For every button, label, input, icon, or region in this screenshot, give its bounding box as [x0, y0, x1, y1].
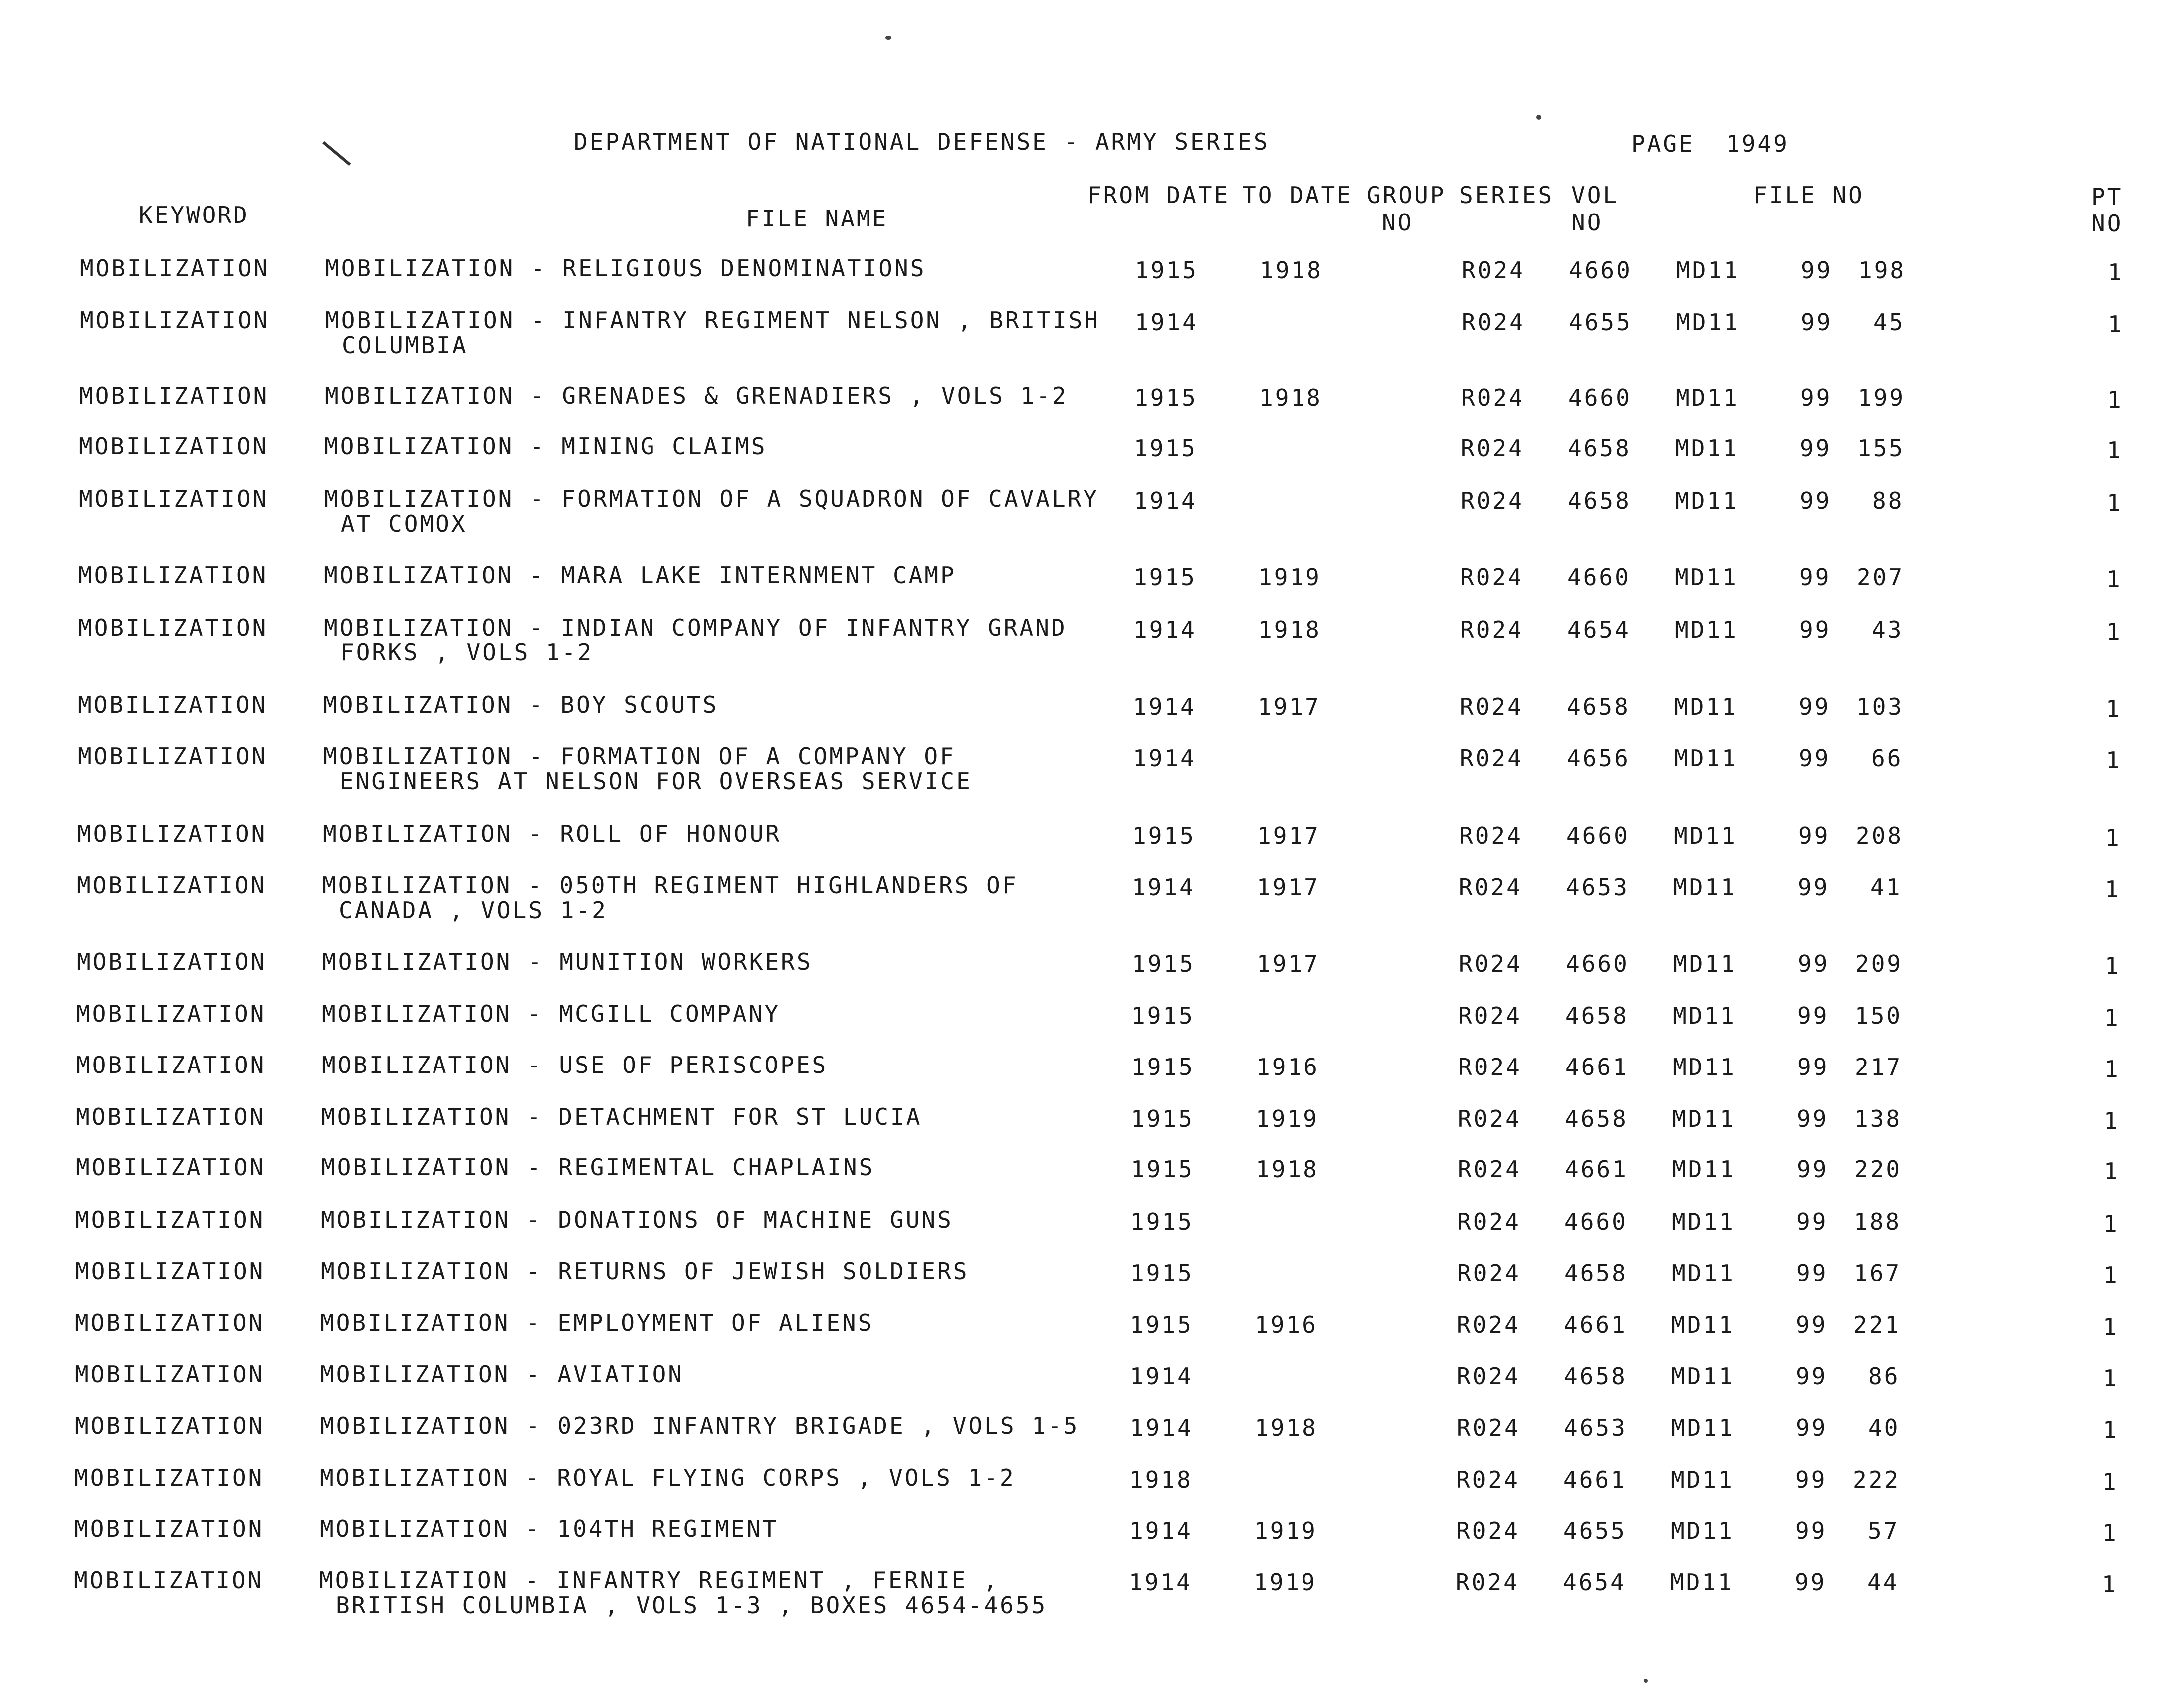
to-date-cell: 1918 — [1259, 384, 1322, 411]
pt-no-cell: 1 — [2106, 695, 2122, 722]
file-no-b-cell: 188 — [1854, 1208, 1902, 1235]
keyword-cell: MOBILIZATION — [79, 433, 269, 460]
vol-cell: 4660 — [1564, 1208, 1628, 1235]
from-date-cell: 1915 — [1130, 1208, 1194, 1235]
to-date-cell: 1918 — [1260, 257, 1323, 284]
file-no-b-cell: 43 — [1872, 616, 1904, 643]
from-date-cell: 1915 — [1130, 1311, 1193, 1338]
file-no-b-cell: 167 — [1854, 1260, 1902, 1286]
district-cell: MD11 — [1675, 487, 1738, 514]
from-date-cell: 1915 — [1131, 1002, 1195, 1029]
pt-no-cell: 1 — [2105, 824, 2121, 851]
pt-no-cell: 1 — [2107, 386, 2123, 413]
series-cell: R024 — [1462, 257, 1525, 284]
file-no-b-cell: 138 — [1854, 1105, 1902, 1132]
file-no-b-cell: 222 — [1853, 1466, 1901, 1493]
vol-cell: 4658 — [1568, 435, 1631, 462]
col-header-vol: VOL — [1571, 182, 1619, 209]
district-cell: MD11 — [1671, 1363, 1735, 1390]
file-name-continuation: AT COMOX — [341, 510, 467, 537]
keyword-cell: MOBILIZATION — [76, 1103, 266, 1130]
series-cell: R024 — [1459, 874, 1522, 901]
file-no-b-cell: 217 — [1855, 1054, 1903, 1080]
vol-cell: 4655 — [1563, 1517, 1627, 1544]
file-no-b-cell: 207 — [1857, 564, 1905, 591]
col-header-pt-no: NO — [2091, 210, 2123, 237]
district-cell: MD11 — [1675, 616, 1738, 643]
file-name-cell: MOBILIZATION - FORMATION OF A COMPANY OF — [323, 743, 956, 770]
from-date-cell: 1914 — [1132, 874, 1195, 901]
district-cell: MD11 — [1674, 745, 1737, 772]
file-name-cell: MOBILIZATION - REGIMENTAL CHAPLAINS — [321, 1154, 875, 1181]
pt-no-cell: 1 — [2102, 1519, 2118, 1546]
from-date-cell: 1914 — [1133, 616, 1197, 643]
col-header-group-no: NO — [1382, 209, 1414, 236]
keyword-cell: MOBILIZATION — [76, 1154, 266, 1181]
file-no-b-cell: 57 — [1868, 1517, 1900, 1544]
file-no-b-cell: 209 — [1855, 950, 1903, 977]
file-no-a-cell: 99 — [1797, 1054, 1829, 1080]
file-name-cell: MOBILIZATION - ROLL OF HONOUR — [323, 820, 782, 847]
series-cell: R024 — [1460, 745, 1523, 772]
file-name-cell: MOBILIZATION - 050TH REGIMENT HIGHLANDERS OF — [322, 872, 1018, 899]
district-cell: MD11 — [1672, 1260, 1735, 1286]
series-cell: R024 — [1461, 435, 1524, 462]
file-no-b-cell: 220 — [1854, 1156, 1902, 1183]
district-cell: MD11 — [1671, 1414, 1735, 1441]
district-cell: MD11 — [1671, 1466, 1734, 1493]
from-date-cell: 1915 — [1134, 384, 1198, 411]
pt-no-cell: 1 — [2103, 1313, 2119, 1340]
district-cell: MD11 — [1675, 564, 1738, 591]
pt-no-cell: 1 — [2105, 952, 2121, 979]
file-no-b-cell: 45 — [1873, 309, 1905, 336]
vol-cell: 4661 — [1565, 1054, 1629, 1080]
file-no-b-cell: 86 — [1868, 1363, 1900, 1390]
from-date-cell: 1914 — [1133, 745, 1196, 772]
keyword-cell: MOBILIZATION — [75, 1258, 265, 1284]
vol-cell: 4658 — [1568, 487, 1631, 514]
vol-cell: 4658 — [1567, 693, 1630, 720]
to-date-cell: 1917 — [1257, 822, 1320, 849]
pt-no-cell: 1 — [2107, 437, 2123, 464]
series-cell: R024 — [1456, 1569, 1519, 1596]
series-cell: R024 — [1460, 564, 1523, 591]
series-cell: R024 — [1456, 1517, 1520, 1544]
file-name-cell: MOBILIZATION - BOY SCOUTS — [323, 691, 719, 718]
pt-no-cell: 1 — [2103, 1210, 2119, 1237]
pt-no-cell: 1 — [2103, 1365, 2119, 1392]
scan-speck — [1644, 1679, 1648, 1683]
vol-cell: 4654 — [1563, 1569, 1626, 1596]
file-name-cell: MOBILIZATION - DETACHMENT FOR ST LUCIA — [321, 1103, 922, 1130]
file-name-cell: MOBILIZATION - FORMATION OF A SQUADRON OF CAVALRY — [324, 485, 1099, 512]
vol-cell: 4658 — [1564, 1260, 1628, 1286]
from-date-cell: 1914 — [1129, 1517, 1193, 1544]
pt-no-cell: 1 — [2106, 618, 2122, 645]
file-name-continuation: FORKS , VOLS 1-2 — [340, 639, 594, 666]
col-header-series: SERIES — [1459, 182, 1554, 209]
col-header-to-date: TO DATE — [1242, 182, 1353, 209]
keyword-cell: MOBILIZATION — [78, 562, 268, 589]
file-no-a-cell: 99 — [1798, 874, 1830, 901]
file-name-cell: MOBILIZATION - MINING CLAIMS — [324, 433, 767, 460]
file-name-cell: MOBILIZATION - EMPLOYMENT OF ALIENS — [320, 1309, 874, 1336]
district-cell: MD11 — [1672, 1105, 1736, 1132]
keyword-cell: MOBILIZATION — [80, 255, 270, 282]
file-name-cell: MOBILIZATION - INFANTRY REGIMENT , FERNIE , — [319, 1567, 999, 1594]
file-name-continuation: ENGINEERS AT NELSON FOR OVERSEAS SERVICE — [340, 768, 972, 795]
file-no-b-cell: 221 — [1853, 1311, 1901, 1338]
keyword-cell: MOBILIZATION — [74, 1567, 264, 1594]
district-cell: MD11 — [1672, 1156, 1736, 1183]
file-no-a-cell: 99 — [1799, 745, 1831, 772]
vol-cell: 4661 — [1565, 1156, 1628, 1183]
from-date-cell: 1915 — [1135, 257, 1198, 284]
file-no-b-cell: 150 — [1855, 1002, 1903, 1029]
col-header-keyword: KEYWORD — [139, 202, 249, 228]
file-no-a-cell: 99 — [1796, 1414, 1828, 1441]
file-no-a-cell: 99 — [1797, 1156, 1829, 1183]
file-no-a-cell: 99 — [1797, 1105, 1829, 1132]
keyword-cell: MOBILIZATION — [75, 1412, 265, 1439]
vol-cell: 4655 — [1569, 309, 1632, 336]
file-no-b-cell: 103 — [1856, 693, 1904, 720]
from-date-cell: 1914 — [1129, 1569, 1192, 1596]
pt-no-cell: 1 — [2104, 1056, 2120, 1082]
from-date-cell: 1918 — [1129, 1466, 1193, 1493]
file-no-a-cell: 99 — [1796, 1208, 1828, 1235]
file-no-a-cell: 99 — [1800, 384, 1832, 411]
file-name-cell: MOBILIZATION - USE OF PERISCOPES — [322, 1052, 828, 1078]
keyword-cell: MOBILIZATION — [77, 872, 267, 899]
keyword-cell: MOBILIZATION — [76, 1000, 266, 1027]
keyword-cell: MOBILIZATION — [77, 948, 267, 975]
file-name-continuation: BRITISH COLUMBIA , VOLS 1-3 , BOXES 4654-4655 — [336, 1592, 1048, 1619]
series-cell: R024 — [1457, 1260, 1520, 1286]
file-no-b-cell: 208 — [1856, 822, 1904, 849]
pt-no-cell: 1 — [2104, 1158, 2120, 1185]
pt-no-cell: 1 — [2107, 489, 2123, 516]
file-no-b-cell: 44 — [1867, 1569, 1899, 1596]
file-name-cell: MOBILIZATION - MCGILL COMPANY — [322, 1000, 781, 1027]
keyword-cell: MOBILIZATION — [74, 1464, 264, 1491]
pt-no-cell: 1 — [2103, 1262, 2119, 1288]
pt-no-cell: 1 — [2108, 311, 2124, 338]
keyword-cell: MOBILIZATION — [78, 614, 268, 641]
file-name-cell: MOBILIZATION - GRENADES & GRENADIERS , VOLS 1-2 — [325, 382, 1068, 409]
series-cell: R024 — [1458, 1105, 1521, 1132]
file-name-continuation: CANADA , VOLS 1-2 — [339, 897, 608, 924]
file-no-b-cell: 155 — [1857, 435, 1905, 462]
file-no-a-cell: 99 — [1801, 309, 1833, 336]
scan-speck — [1536, 115, 1541, 120]
col-header-group: GROUP — [1367, 182, 1446, 209]
from-date-cell: 1914 — [1130, 1414, 1193, 1441]
district-cell: MD11 — [1676, 257, 1739, 284]
to-date-cell: 1919 — [1258, 564, 1321, 591]
series-cell: R024 — [1459, 822, 1522, 849]
to-date-cell: 1919 — [1256, 1105, 1319, 1132]
series-cell: R024 — [1457, 1311, 1520, 1338]
series-cell: R024 — [1456, 1466, 1520, 1493]
to-date-cell: 1917 — [1257, 874, 1320, 901]
series-cell: R024 — [1458, 1156, 1521, 1183]
file-name-cell: MOBILIZATION - MUNITION WORKERS — [322, 948, 813, 975]
keyword-cell: MOBILIZATION — [76, 1052, 266, 1078]
file-name-cell: MOBILIZATION - DONATIONS OF MACHINE GUNS — [321, 1206, 953, 1233]
vol-cell: 4656 — [1567, 745, 1630, 772]
keyword-cell: MOBILIZATION — [78, 691, 268, 718]
pt-no-cell: 1 — [2106, 747, 2122, 774]
file-no-a-cell: 99 — [1798, 822, 1830, 849]
from-date-cell: 1915 — [1134, 435, 1197, 462]
to-date-cell: 1918 — [1255, 1414, 1318, 1441]
file-no-a-cell: 99 — [1799, 693, 1831, 720]
document-title: DEPARTMENT OF NATIONAL DEFENSE - ARMY SERIES — [574, 128, 1270, 155]
series-cell: R024 — [1461, 384, 1524, 411]
series-cell: R024 — [1460, 616, 1523, 643]
series-cell: R024 — [1457, 1363, 1520, 1390]
keyword-cell: MOBILIZATION — [75, 1206, 265, 1233]
page-number: 1949 — [1726, 130, 1789, 157]
file-no-a-cell: 99 — [1795, 1517, 1827, 1544]
series-cell: R024 — [1458, 1002, 1521, 1029]
from-date-cell: 1915 — [1131, 1156, 1194, 1183]
pen-mark — [322, 141, 351, 166]
from-date-cell: 1915 — [1133, 564, 1197, 591]
district-cell: MD11 — [1673, 874, 1737, 901]
keyword-cell: MOBILIZATION — [78, 743, 268, 770]
file-no-a-cell: 99 — [1798, 950, 1830, 977]
file-name-cell: MOBILIZATION - AVIATION — [320, 1361, 684, 1388]
to-date-cell: 1916 — [1255, 1311, 1318, 1338]
col-header-file-no: FILE NO — [1753, 182, 1864, 209]
pt-no-cell: 1 — [2102, 1571, 2118, 1598]
vol-cell: 4653 — [1566, 874, 1629, 901]
file-no-b-cell: 40 — [1868, 1414, 1900, 1441]
file-name-cell: MOBILIZATION - 023RD INFANTRY BRIGADE , VOLS 1-5 — [320, 1412, 1080, 1439]
file-name-cell: MOBILIZATION - ROYAL FLYING CORPS , VOLS 1-2 — [320, 1464, 1016, 1491]
file-name-cell: MOBILIZATION - 104TH REGIMENT — [320, 1515, 779, 1542]
pt-no-cell: 1 — [2102, 1468, 2118, 1495]
series-cell: R024 — [1458, 1054, 1521, 1080]
file-name-continuation: COLUMBIA — [342, 332, 468, 359]
col-header-from-date: FROM DATE — [1087, 182, 1230, 209]
to-date-cell: 1918 — [1258, 616, 1321, 643]
keyword-cell: MOBILIZATION — [75, 1361, 265, 1388]
file-name-cell: MOBILIZATION - RETURNS OF JEWISH SOLDIERS — [321, 1258, 969, 1284]
to-date-cell: 1919 — [1254, 1569, 1317, 1596]
keyword-cell: MOBILIZATION — [80, 307, 270, 334]
keyword-cell: MOBILIZATION — [77, 820, 267, 847]
file-no-a-cell: 99 — [1799, 564, 1831, 591]
pt-no-cell: 1 — [2106, 566, 2122, 593]
file-name-cell: MOBILIZATION - INFANTRY REGIMENT NELSON , BRITISH — [325, 307, 1100, 334]
vol-cell: 4658 — [1565, 1002, 1629, 1029]
keyword-cell: MOBILIZATION — [74, 1515, 264, 1542]
vol-cell: 4658 — [1565, 1105, 1628, 1132]
district-cell: MD11 — [1676, 309, 1739, 336]
to-date-cell: 1919 — [1254, 1517, 1317, 1544]
pt-no-cell: 1 — [2105, 876, 2121, 903]
file-name-cell: MOBILIZATION - INDIAN COMPANY OF INFANTRY GRAND — [324, 614, 1067, 641]
district-cell: MD11 — [1676, 384, 1739, 411]
file-no-a-cell: 99 — [1796, 1260, 1828, 1286]
series-cell: R024 — [1459, 950, 1522, 977]
file-no-a-cell: 99 — [1800, 487, 1832, 514]
file-no-a-cell: 99 — [1795, 1569, 1827, 1596]
from-date-cell: 1914 — [1135, 309, 1198, 336]
pt-no-cell: 1 — [2108, 259, 2124, 286]
to-date-cell: 1918 — [1256, 1156, 1319, 1183]
file-no-a-cell: 99 — [1799, 616, 1831, 643]
vol-cell: 4661 — [1564, 1311, 1627, 1338]
file-no-a-cell: 99 — [1797, 1002, 1829, 1029]
keyword-cell: MOBILIZATION — [79, 382, 269, 409]
file-no-b-cell: 199 — [1858, 384, 1906, 411]
keyword-cell: MOBILIZATION — [75, 1309, 265, 1336]
from-date-cell: 1915 — [1132, 822, 1196, 849]
series-cell: R024 — [1457, 1208, 1520, 1235]
file-no-a-cell: 99 — [1796, 1311, 1828, 1338]
file-name-cell: MOBILIZATION - RELIGIOUS DENOMINATIONS — [325, 255, 926, 282]
vol-cell: 4654 — [1567, 616, 1631, 643]
district-cell: MD11 — [1674, 693, 1737, 720]
file-no-b-cell: 198 — [1858, 257, 1906, 284]
col-header-file-name: FILE NAME — [746, 205, 888, 232]
vol-cell: 4660 — [1568, 384, 1632, 411]
series-cell: R024 — [1460, 693, 1523, 720]
vol-cell: 4660 — [1569, 257, 1632, 284]
col-header-vol-no: NO — [1571, 209, 1603, 236]
series-cell: R024 — [1457, 1414, 1520, 1441]
vol-cell: 4660 — [1567, 564, 1631, 591]
vol-cell: 4658 — [1564, 1363, 1627, 1390]
series-cell: R024 — [1461, 487, 1524, 514]
pt-no-cell: 1 — [2104, 1004, 2120, 1031]
district-cell: MD11 — [1671, 1517, 1734, 1544]
from-date-cell: 1914 — [1130, 1363, 1193, 1390]
file-no-a-cell: 99 — [1796, 1363, 1828, 1390]
vol-cell: 4653 — [1564, 1414, 1627, 1441]
to-date-cell: 1916 — [1256, 1054, 1319, 1080]
file-no-a-cell: 99 — [1801, 257, 1833, 284]
file-no-b-cell: 88 — [1872, 487, 1904, 514]
file-no-b-cell: 41 — [1870, 874, 1902, 901]
file-no-a-cell: 99 — [1800, 435, 1832, 462]
district-cell: MD11 — [1670, 1569, 1734, 1596]
file-no-a-cell: 99 — [1795, 1466, 1827, 1493]
file-no-b-cell: 66 — [1871, 745, 1903, 772]
to-date-cell: 1917 — [1257, 950, 1320, 977]
series-cell: R024 — [1462, 309, 1525, 336]
district-cell: MD11 — [1672, 1208, 1735, 1235]
vol-cell: 4661 — [1563, 1466, 1627, 1493]
scan-speck — [885, 36, 891, 40]
district-cell: MD11 — [1674, 822, 1737, 849]
pt-no-cell: 1 — [2104, 1107, 2120, 1134]
district-cell: MD11 — [1671, 1311, 1735, 1338]
from-date-cell: 1914 — [1134, 487, 1197, 514]
from-date-cell: 1915 — [1131, 1054, 1195, 1080]
district-cell: MD11 — [1673, 1002, 1736, 1029]
district-cell: MD11 — [1675, 435, 1738, 462]
page-label: PAGE — [1631, 130, 1695, 157]
from-date-cell: 1915 — [1132, 950, 1195, 977]
district-cell: MD11 — [1673, 950, 1737, 977]
district-cell: MD11 — [1673, 1054, 1736, 1080]
to-date-cell: 1917 — [1258, 693, 1321, 720]
vol-cell: 4660 — [1566, 822, 1630, 849]
file-name-cell: MOBILIZATION - MARA LAKE INTERNMENT CAMP — [324, 562, 956, 589]
from-date-cell: 1914 — [1133, 693, 1196, 720]
vol-cell: 4660 — [1566, 950, 1629, 977]
from-date-cell: 1915 — [1131, 1105, 1194, 1132]
pt-no-cell: 1 — [2103, 1416, 2119, 1443]
keyword-cell: MOBILIZATION — [79, 485, 269, 512]
from-date-cell: 1915 — [1130, 1260, 1194, 1286]
col-header-pt: PT — [2091, 183, 2123, 210]
